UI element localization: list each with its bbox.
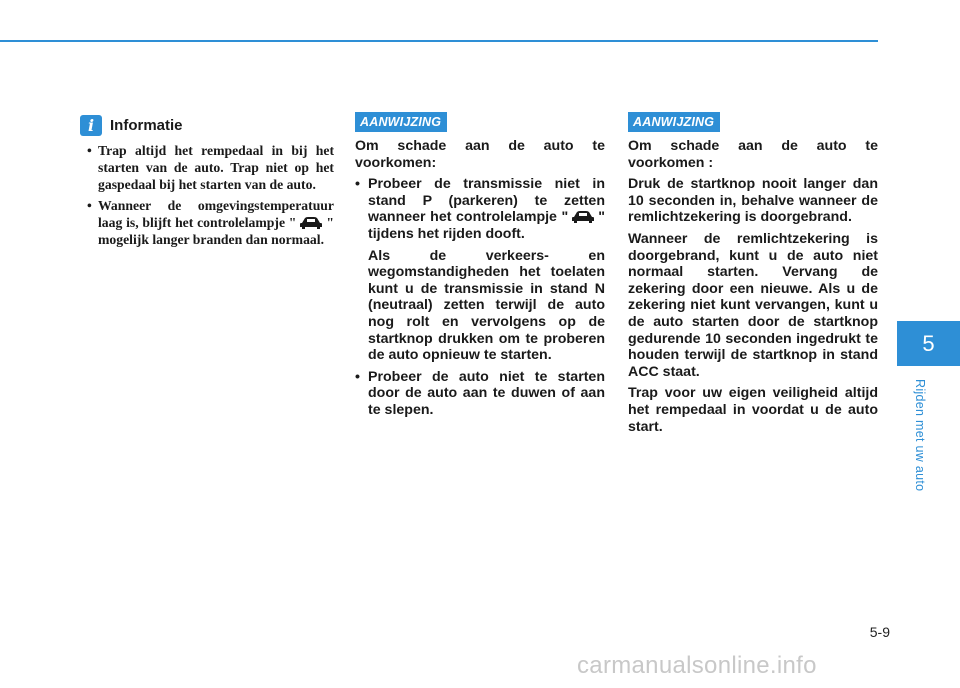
notice-1-bullet-1-text-after: " tijdens het rijden dooft. <box>368 209 605 242</box>
info-list <box>80 142 334 248</box>
notice-2-intro: Om schade aan de auto te voorkomen : <box>628 138 878 171</box>
notice-section-2 <box>628 112 878 440</box>
info-item-2-text-before: Wanneer de omgevingstemperatuur laag is, blijft het controlelampje " <box>98 198 334 230</box>
notice-1-bullet-1-text-before: Probeer de transmissie niet in stand P (parkeren) te zetten wanneer het controlelampje " <box>368 176 605 226</box>
top-rule <box>0 40 878 42</box>
notice-section-1 <box>355 112 605 424</box>
info-item-2 <box>80 197 334 248</box>
chapter-side-title: Rijden met uw auto <box>913 378 927 492</box>
notice-1-bullet-1 <box>355 176 605 242</box>
bullet: • <box>355 368 360 385</box>
notice-2-paragraph-3: Trap voor uw eigen veiligheid altijd het rempedaal in voordat u de auto start. <box>628 385 878 435</box>
watermark: carmanualsonline.info <box>577 652 817 679</box>
car-key-indicator-icon <box>571 210 595 223</box>
bullet: • <box>87 143 92 158</box>
info-item-1-text: Trap altijd het rempedaal in bij het starten van de auto. Trap niet op het gaspedaal bij het starten van de auto. <box>98 143 334 192</box>
car-key-indicator-icon <box>299 216 323 229</box>
bullet: • <box>87 198 92 213</box>
notice-1-intro: Om schade aan de auto te voorkomen: <box>355 138 605 171</box>
notice-1-bullet-1-continuation: Als de verkeers- en wegomstandigheden het toelaten kunt u de transmissie in stand N (neutraal) zetten terwijl de auto nog rolt en vervolgens op de startknop drukken om te proberen de auto opnieuw te starten. <box>368 247 605 364</box>
info-item-2-text-after: " mogelijk langer branden dan normaal. <box>98 215 334 247</box>
info-i-icon: i <box>80 115 102 136</box>
notice-2-paragraph-2: Wanneer de remlichtzekering is doorgebrand, kunt u de auto niet normaal starten. Vervang de zekering door een nieuwe. Als u de zekering niet kunt vervangen, kunt u de auto starten door de startknop gedurende 10 seconden ingedrukt te houden terwijl de startknop in stand ACC staat. <box>628 230 878 380</box>
notice-label: AANWIJZING <box>628 112 720 132</box>
info-title: Informatie <box>110 116 183 134</box>
notice-1-bullet-2 <box>355 369 605 419</box>
page-number: 5-9 <box>869 624 890 640</box>
info-section <box>80 112 334 252</box>
notice-1-bullet-2-text: Probeer de auto niet te starten door de auto aan te duwen of aan te slepen. <box>368 368 605 418</box>
info-item-1 <box>80 142 334 193</box>
info-header <box>80 112 334 138</box>
chapter-tab: 5 <box>897 321 960 366</box>
notice-2-paragraph-1: Druk de startknop nooit langer dan 10 seconden in, behalve wanneer de remlichtzekering is doorgebrand. <box>628 176 878 226</box>
bullet: • <box>355 176 360 193</box>
notice-label: AANWIJZING <box>355 112 447 132</box>
